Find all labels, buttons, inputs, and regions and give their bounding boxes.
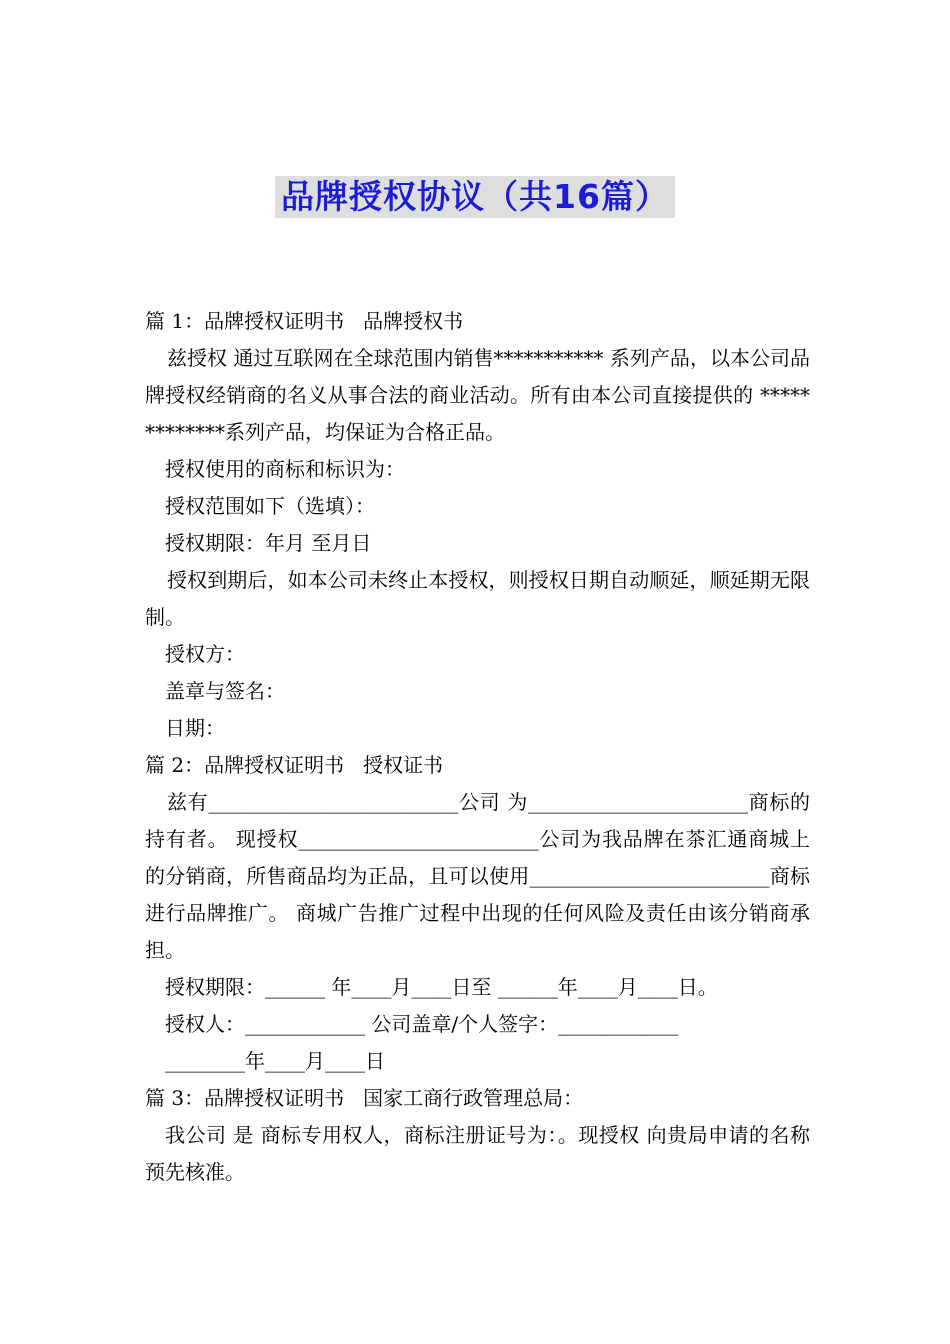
date-line: 日期： bbox=[165, 716, 225, 740]
document-body bbox=[145, 303, 810, 1191]
section-1-authorization-text: 兹授权 通过互联网在全球范围内销售*********** 系列产品，以本公司品牌授权经销商的名义从事合法的商业活动。所有由本公司直接提供的 *************系列产品，均保证为合格正品。 bbox=[145, 346, 810, 444]
section-2-term-line: 授权期限：______ 年____月____日至 ______年____月____日。 bbox=[165, 975, 718, 999]
scope-line: 授权范围如下（选填）： bbox=[165, 494, 375, 518]
seal-signature-line: 盖章与签名： bbox=[165, 679, 285, 703]
section-1-heading: 篇 1：品牌授权证明书 品牌授权书 bbox=[145, 309, 464, 333]
section-2-signer-line: 授权人：____________ 公司盖章/个人签字：____________ bbox=[165, 1012, 679, 1036]
title-container bbox=[0, 176, 950, 218]
trademark-line: 授权使用的商标和标识为： bbox=[165, 457, 405, 481]
grantor-line: 授权方： bbox=[165, 642, 245, 666]
section-3-heading: 篇 3：品牌授权证明书 国家工商行政管理总局： bbox=[145, 1086, 584, 1110]
section-2-authorization-text: 兹有_________________________公司 为______________________商标的持有者。 现授权________________________公司为我品牌在茶汇通商城上的分销商，所售商品均为正品，且可以使用________________________商标进行品牌推广。 商城广告推广过程中出现的任何风险及责任由该分销商承担。 bbox=[145, 790, 810, 962]
document-title: 品牌授权协议（共16篇） bbox=[275, 176, 675, 218]
section-2-date-line: ________年____月____日 bbox=[165, 1049, 385, 1073]
term-line: 授权期限：年月 至月日 bbox=[165, 531, 372, 555]
section-3-text: 我公司 是 商标专用权人，商标注册证号为：。现授权 向贵局申请的名称预先核准。 bbox=[145, 1123, 810, 1184]
renewal-text: 授权到期后，如本公司未终止本授权，则授权日期自动顺延，顺延期无限制。 bbox=[145, 568, 810, 629]
section-2-heading: 篇 2：品牌授权证明书 授权证书 bbox=[145, 753, 444, 777]
